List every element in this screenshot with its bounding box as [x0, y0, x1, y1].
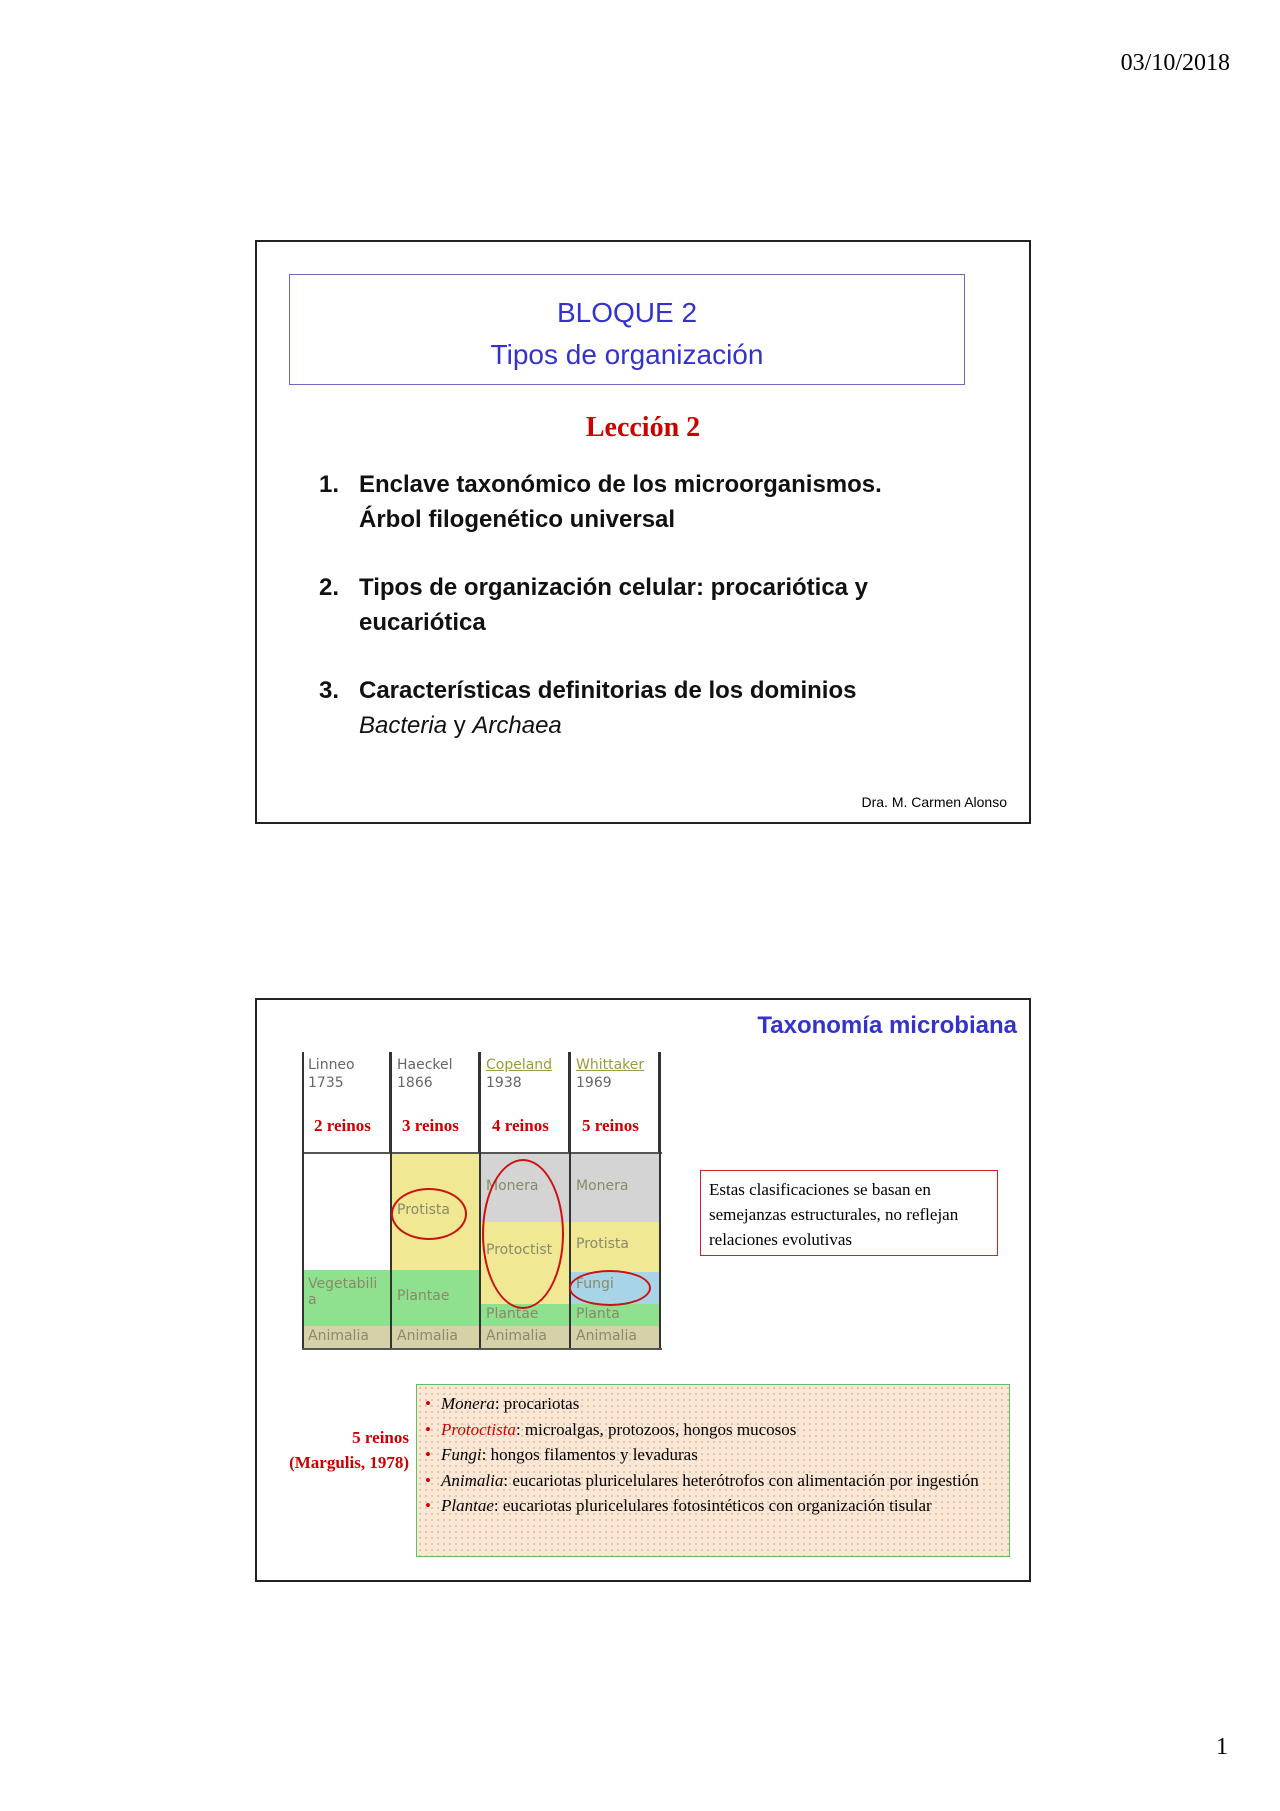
column-author: Linneo	[308, 1057, 355, 1073]
topic-number: 2.	[319, 574, 340, 601]
linneo-empty	[302, 1152, 391, 1270]
slide-taxonomia	[255, 998, 1031, 1582]
kingdoms-list	[416, 1384, 1010, 1557]
column-year: 1969	[576, 1075, 612, 1091]
highlight-oval-protoctist	[482, 1159, 564, 1309]
cell-animalia: Animalia	[302, 1326, 391, 1348]
domain-archaea: Archaea	[472, 712, 562, 739]
topic-number: 1.	[319, 471, 340, 498]
column-header-linneo	[302, 1052, 391, 1152]
kingdom-name: Monera	[441, 1394, 495, 1413]
block-subtitle: Tipos de organización	[490, 339, 764, 370]
grid-line	[302, 1348, 662, 1350]
topic-number: 3.	[319, 677, 340, 704]
list-item	[425, 1391, 1001, 1417]
conjunction: y	[447, 712, 473, 739]
cell-protoctist: Protoctist	[480, 1222, 570, 1304]
cell-animalia: Animalia	[570, 1326, 660, 1348]
grid-line	[479, 1052, 481, 1348]
cell-vegetabilia: Vegetabili a	[302, 1270, 391, 1326]
bullet-icon: •	[425, 1445, 431, 1464]
grid-line	[302, 1152, 662, 1154]
cell-planta: Planta	[570, 1304, 660, 1326]
column-header-haeckel	[391, 1052, 480, 1152]
topic-line: eucariótica	[359, 609, 486, 636]
domain-bacteria: Bacteria	[359, 712, 448, 739]
grid-line	[659, 1052, 661, 1348]
grid-line	[302, 1052, 304, 1348]
reinos-label-copeland: 4 reinos	[492, 1116, 549, 1135]
column-author: Copeland	[486, 1057, 553, 1073]
topic-item-3	[319, 673, 969, 743]
note-box: Estas clasificaciones se basan en semejanzas estructurales, no reflejan relaciones evolutivas	[700, 1170, 998, 1256]
column-year: 1866	[397, 1075, 433, 1091]
block-title: BLOQUE 2	[556, 297, 698, 328]
page-date: 03/10/2018	[1120, 50, 1230, 76]
taxonomy-table	[302, 1052, 662, 1348]
topic-line-domains	[359, 708, 856, 743]
grid-line	[390, 1052, 392, 1348]
bullet-icon: •	[425, 1394, 431, 1413]
title-box	[289, 274, 965, 385]
margulis-count: 5 reinos	[352, 1428, 409, 1447]
kingdom-name: Animalia	[441, 1470, 504, 1490]
kingdom-name: Fungi	[441, 1445, 482, 1464]
topic-line: Árbol filogenético universal	[359, 506, 676, 533]
column-year: 1938	[486, 1075, 522, 1091]
cell-monera: Monera	[480, 1152, 570, 1222]
lesson-heading: Lección 2	[585, 412, 701, 443]
grid-line	[569, 1052, 571, 1348]
highlight-oval-fungi	[569, 1270, 651, 1306]
cell-animalia: Animalia	[480, 1326, 570, 1348]
reinos-label-whittaker: 5 reinos	[582, 1116, 639, 1135]
topic-item-1	[319, 467, 969, 537]
reinos-label-haeckel: 3 reinos	[402, 1116, 459, 1135]
topic-line: Enclave taxonómico de los microorganismos.	[359, 471, 882, 498]
cell-protista: Protista	[391, 1152, 480, 1270]
cell-protista: Protista	[570, 1222, 660, 1272]
kingdom-desc: : procariotas	[494, 1394, 580, 1413]
list-item	[425, 1493, 1001, 1519]
column-year: 1735	[308, 1075, 344, 1091]
highlight-oval-protista	[391, 1188, 467, 1240]
page-number: 1	[1216, 1734, 1228, 1760]
column-author: Haeckel	[397, 1057, 453, 1073]
cell-monera: Monera	[570, 1152, 660, 1222]
list-item	[425, 1442, 1001, 1468]
cell-plantae: Plantae	[480, 1304, 570, 1326]
margulis-label	[289, 1425, 409, 1475]
kingdom-name: Protoctista	[441, 1419, 516, 1439]
list-item	[425, 1468, 1001, 1494]
kingdom-desc: : eucariotas pluricelulares heterótrofos con alimentación por ingestión	[503, 1470, 979, 1490]
kingdom-desc: : hongos filamentos y levaduras	[481, 1445, 698, 1464]
bullet-icon: •	[425, 1419, 431, 1439]
column-author: Whittaker	[576, 1057, 645, 1073]
author-credit: Dra. M. Carmen Alonso	[861, 794, 1007, 810]
topic-line: Características definitorias de los dominios	[359, 677, 857, 704]
topic-item-2	[319, 570, 969, 640]
topic-line: Tipos de organización celular: procariótica y	[359, 574, 869, 601]
topic-list	[319, 467, 969, 776]
column-header-copeland	[480, 1052, 570, 1152]
margulis-citation: (Margulis, 1978)	[289, 1453, 409, 1472]
kingdom-desc: : eucariotas pluricelulares fotosintéticos con organización tisular	[493, 1496, 932, 1515]
slide-bloque-2	[255, 240, 1031, 824]
cell-plantae: Plantae	[391, 1270, 480, 1326]
bullet-icon: •	[425, 1470, 431, 1490]
kingdom-name: Plantae	[441, 1496, 494, 1515]
kingdom-desc: : microalgas, protozoos, hongos mucosos	[515, 1419, 797, 1439]
list-item	[425, 1417, 1001, 1443]
column-header-whittaker	[570, 1052, 660, 1152]
bullet-icon: •	[425, 1496, 431, 1515]
cell-fungi: Fungi	[570, 1272, 660, 1304]
slide-title: Taxonomía microbiana	[757, 1012, 1017, 1039]
cell-animalia: Animalia	[391, 1326, 480, 1348]
reinos-label-linneo: 2 reinos	[314, 1116, 371, 1135]
